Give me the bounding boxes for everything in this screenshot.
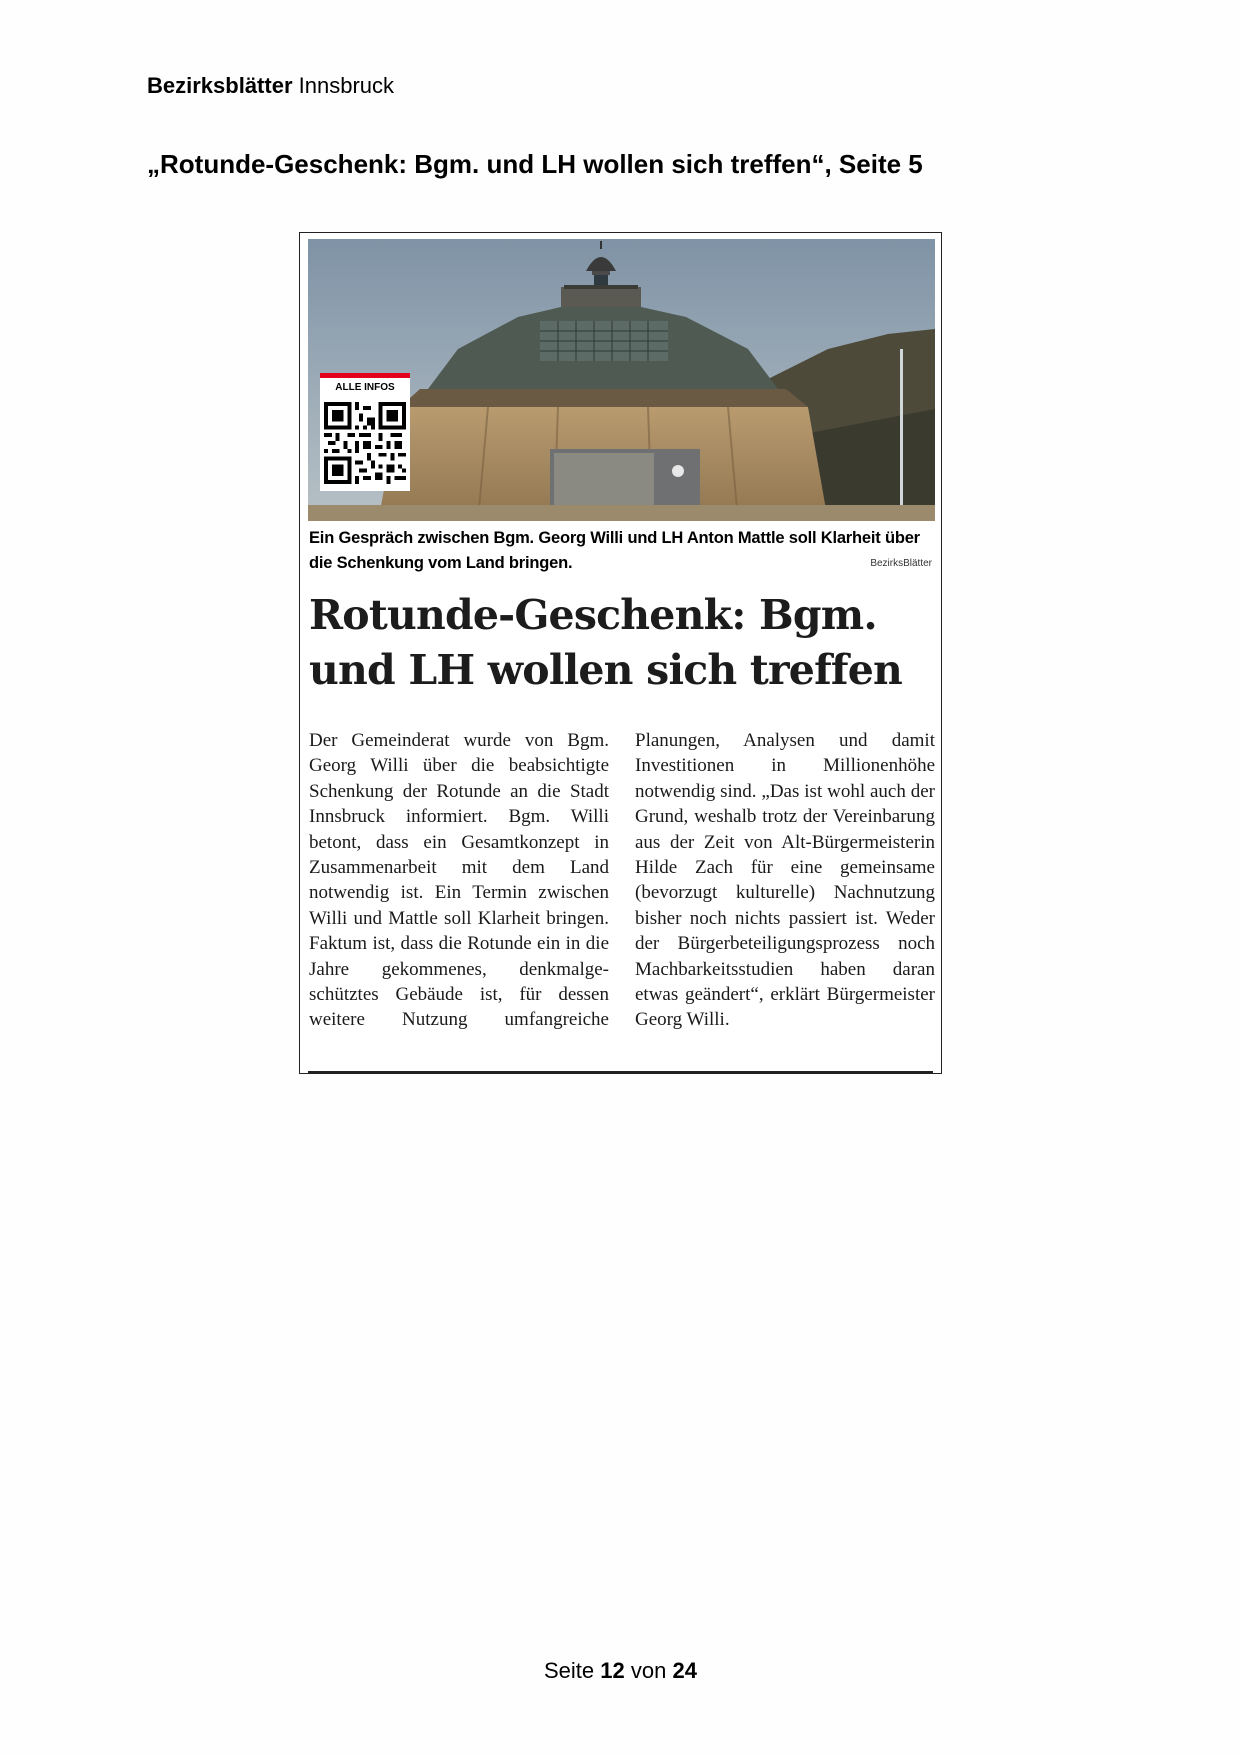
footer-prefix: Seite: [544, 1658, 595, 1683]
photo-credit: BezirksBlätter: [870, 558, 932, 569]
footer-middle: von: [630, 1658, 667, 1683]
header-source: [147, 72, 394, 100]
qr-code-icon: [324, 401, 406, 485]
current-page-number: 12: [600, 1658, 625, 1683]
article-headline: Rotunde-Geschenk: Bgm. und LH wollen sich treffen: [309, 591, 903, 694]
page-footer: [0, 1657, 1241, 1685]
bottom-rule: [308, 1071, 933, 1073]
document-title: „Rotunde-Geschenk: Bgm. und LH wollen sich treffen“, Seite 5: [147, 149, 923, 179]
source-region: Innsbruck: [298, 73, 395, 98]
source-name: Bezirksblätter: [147, 73, 293, 98]
article-body: Der Gemeinderat wurde von Bgm. Georg Willi über die beabsichtigte Schenkung der Rotunde an die Stadt Innsbruck informiert. Bgm. Willi betont, dass ein Gesamtkonzept in Zusammenarbeit mit dem Land notwendig ist. Ein Termin zwischen Willi und Mattle soll Klarheit bringen. Faktum ist, dass die Rotunde ein in die Jahre gekommenes, denkmalgeschütztes Gebäude ist, für dessen weitere Nutzung umfangreiche Planungen, Analysen und damit Investitionen in Millionenhöhe notwendig sind. „Das ist wohl auch der Grund, weshalb trotz der Vereinbarung aus der Zeit von Alt-Bürgermeisterin Hilde Zach für eine gemeinsame (bevorzugt kulturelle) Nachnutzung bisher noch nichts passiert ist. Weder der Bürgerbeteiligungsprozess noch Machbarkeitsstudien haben daran etwas geändert“, erklärt Bürgermeister Georg Willi.: [309, 730, 935, 1031]
photo-caption: Ein Gespräch zwischen Bgm. Georg Willi und LH Anton Mattle soll Klarheit über die Schenkung vom Land bringen.: [309, 529, 920, 572]
newspaper-clipping: [299, 232, 942, 1074]
qr-code-box[interactable]: [320, 373, 410, 491]
total-pages: 24: [672, 1658, 697, 1683]
qr-label: ALLE INFOS: [320, 373, 410, 397]
